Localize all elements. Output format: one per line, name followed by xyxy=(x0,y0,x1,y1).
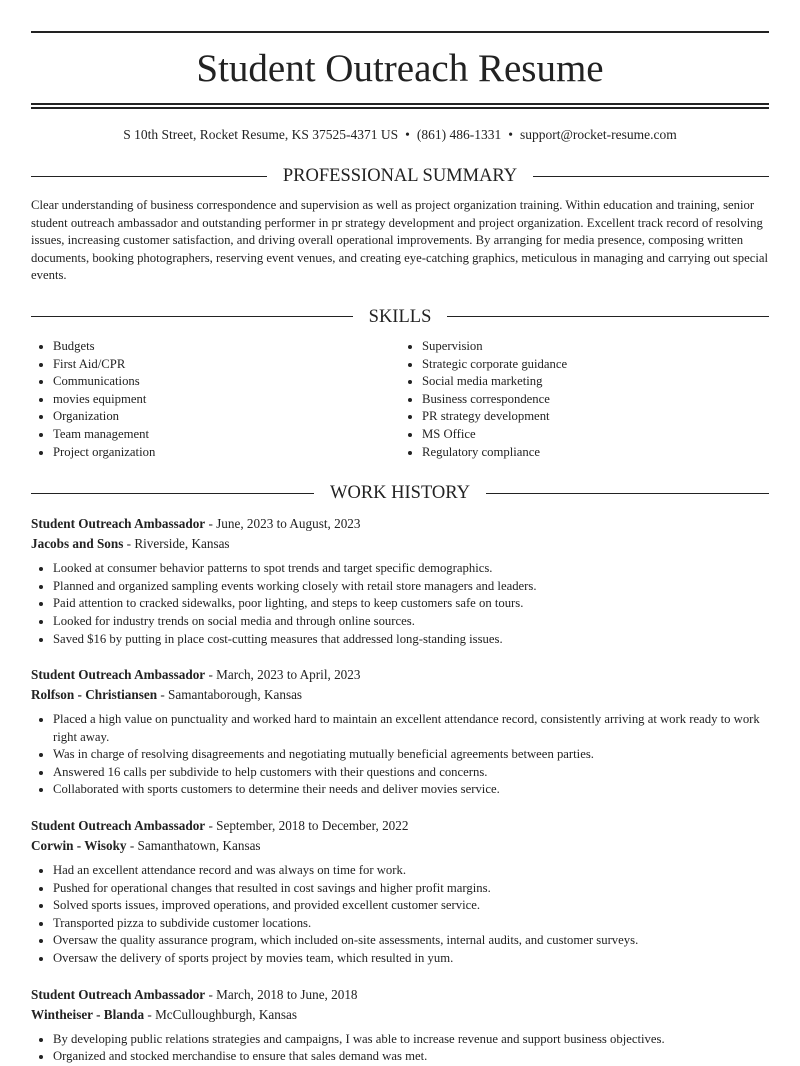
job-bullets xyxy=(31,862,769,968)
skills-list xyxy=(31,338,769,461)
job-dates: - March, 2023 to April, 2023 xyxy=(205,667,361,683)
job-entry xyxy=(31,985,769,1066)
heading-rule-right xyxy=(447,316,769,317)
heading-rule-left xyxy=(31,493,314,494)
skill-item: • movies equipment xyxy=(53,391,400,409)
skill-item: • MS Office xyxy=(422,426,769,444)
job-company-line xyxy=(31,534,769,554)
job-bullet: • Looked at consumer behavior patterns to spot trends and target specific demographics. xyxy=(53,560,769,578)
job-company-line xyxy=(31,1005,769,1025)
job-bullet: • Paid attention to cracked sidewalks, poor lighting, and steps to keep customers safe on tours. xyxy=(53,595,769,613)
job-company-line xyxy=(31,836,769,856)
skill-item: • Strategic corporate guidance xyxy=(422,356,769,374)
job-bullet: • Answered 16 calls per subdivide to help customers with their questions and concerns. xyxy=(53,764,769,782)
heading-rule-right xyxy=(486,493,769,494)
job-bullet: • Oversaw the delivery of sports project by movies team, which resulted in yum. xyxy=(53,950,769,968)
skill-item: • Organization xyxy=(53,408,400,426)
top-rule xyxy=(31,31,769,33)
skill-item: • Business correspondence xyxy=(422,391,769,409)
skills-section-heading xyxy=(31,306,769,328)
skills-column-left xyxy=(31,338,400,461)
job-bullets xyxy=(31,711,769,799)
job-title: Student Outreach Ambassador xyxy=(31,986,206,1002)
job-dates: - September, 2018 to December, 2022 xyxy=(205,818,409,834)
contact-email: support@rocket-resume.com xyxy=(519,127,677,142)
job-bullet: • Looked for industry trends on social media and through online sources. xyxy=(53,613,769,631)
contact-line xyxy=(31,126,769,144)
skill-item: • PR strategy development xyxy=(422,408,769,426)
job-company: Jacobs and Sons xyxy=(31,536,124,552)
job-bullet: • Pushed for operational changes that resulted in cost savings and higher profit margins. xyxy=(53,880,769,898)
job-bullet: • Organized and stocked merchandise to ensure that sales demand was met. xyxy=(53,1048,769,1066)
skill-item: • Project organization xyxy=(53,444,400,462)
contact-address: S 10th Street, Rocket Resume, KS 37525-4371 US xyxy=(123,127,399,142)
job-bullet: • Solved sports issues, improved operations, and provided excellent customer service. xyxy=(53,897,769,915)
heading-rule-right xyxy=(533,176,769,177)
summary-text: Clear understanding of business correspondence and supervision as well as project organization training. Within education and training, senior student outreach ambassador and outstanding performer in pr strategy development and project organization. Excellent track record of resolving issues, increasing customer satisfaction, and driving overall operational improvements. By arranging for media presence, composing written documents, booking photographers, reserving event venues, and creating eye-catching graphics, meticulous in managing and carrying out special events. xyxy=(31,198,769,283)
job-location: - Samanthatown, Kansas xyxy=(126,838,261,854)
job-company: Wintheiser - Blanda xyxy=(31,1006,145,1022)
resume-page xyxy=(31,0,769,1066)
job-bullet: • Saved $16 by putting in place cost-cutting measures that addressed long-standing issues. xyxy=(53,631,769,649)
summary-heading-label: PROFESSIONAL SUMMARY xyxy=(282,166,518,186)
skill-item: • Supervision xyxy=(422,338,769,356)
job-title: Student Outreach Ambassador xyxy=(31,516,206,532)
job-bullet: • Oversaw the quality assurance program, which included on-site assessments, internal audits, and customer surveys. xyxy=(53,932,769,950)
skill-item: • Budgets xyxy=(53,338,400,356)
job-bullet: • Planned and organized sampling events working closely with retail store managers and leaders. xyxy=(53,578,769,596)
skill-item: • Social media marketing xyxy=(422,373,769,391)
job-dates: - March, 2018 to June, 2018 xyxy=(205,986,358,1002)
job-entry xyxy=(31,514,769,648)
job-bullets xyxy=(31,1031,769,1066)
job-company: Corwin - Wisoky xyxy=(31,838,127,854)
job-title: Student Outreach Ambassador xyxy=(31,818,206,834)
job-company-line xyxy=(31,685,769,705)
job-bullet: • Placed a high value on punctuality and worked hard to maintain an excellent attendance record, consistently arriving at work ready to work right away. xyxy=(53,711,769,746)
job-bullet: • Collaborated with sports customers to determine their needs and deliver movies service. xyxy=(53,781,769,799)
heading-rule-left xyxy=(31,176,267,177)
job-title-line xyxy=(31,985,769,1005)
job-entry xyxy=(31,665,769,799)
skill-item: • Regulatory compliance xyxy=(422,444,769,462)
job-dates: - June, 2023 to August, 2023 xyxy=(205,516,361,532)
job-title-line xyxy=(31,816,769,836)
job-bullet: • Transported pizza to subdivide customer locations. xyxy=(53,915,769,933)
job-location: - Riverside, Kansas xyxy=(123,536,230,552)
job-bullet: • By developing public relations strategies and campaigns, I was able to increase revenue and support business objectives. xyxy=(53,1031,769,1049)
skills-column-right xyxy=(400,338,769,461)
job-title-line xyxy=(31,514,769,534)
skills-heading-label: SKILLS xyxy=(368,306,432,327)
job-title-line xyxy=(31,665,769,685)
job-bullet: • Had an excellent attendance record and was always on time for work. xyxy=(53,862,769,880)
job-entry xyxy=(31,816,769,968)
contact-phone: (861) 486-1331 xyxy=(416,127,502,142)
title-double-rule xyxy=(31,103,769,109)
page-title: Student Outreach Resume xyxy=(196,47,604,90)
work-heading-label: WORK HISTORY xyxy=(330,483,470,504)
work-section-heading xyxy=(31,482,769,504)
contact-separator: • xyxy=(405,127,410,142)
job-location: - McCulloughburgh, Kansas xyxy=(144,1006,297,1022)
job-location: - Samantaborough, Kansas xyxy=(157,687,303,703)
skill-item: • Communications xyxy=(53,373,400,391)
summary-section-heading xyxy=(31,165,769,187)
skill-item: • Team management xyxy=(53,426,400,444)
job-title: Student Outreach Ambassador xyxy=(31,667,206,683)
skill-item: • First Aid/CPR xyxy=(53,356,400,374)
contact-separator: • xyxy=(508,127,513,142)
job-bullets xyxy=(31,560,769,648)
job-company: Rolfson - Christiansen xyxy=(31,687,158,703)
heading-rule-left xyxy=(31,316,353,317)
job-bullet: • Was in charge of resolving disagreements and negotiating mutually beneficial agreements between parties. xyxy=(53,746,769,764)
